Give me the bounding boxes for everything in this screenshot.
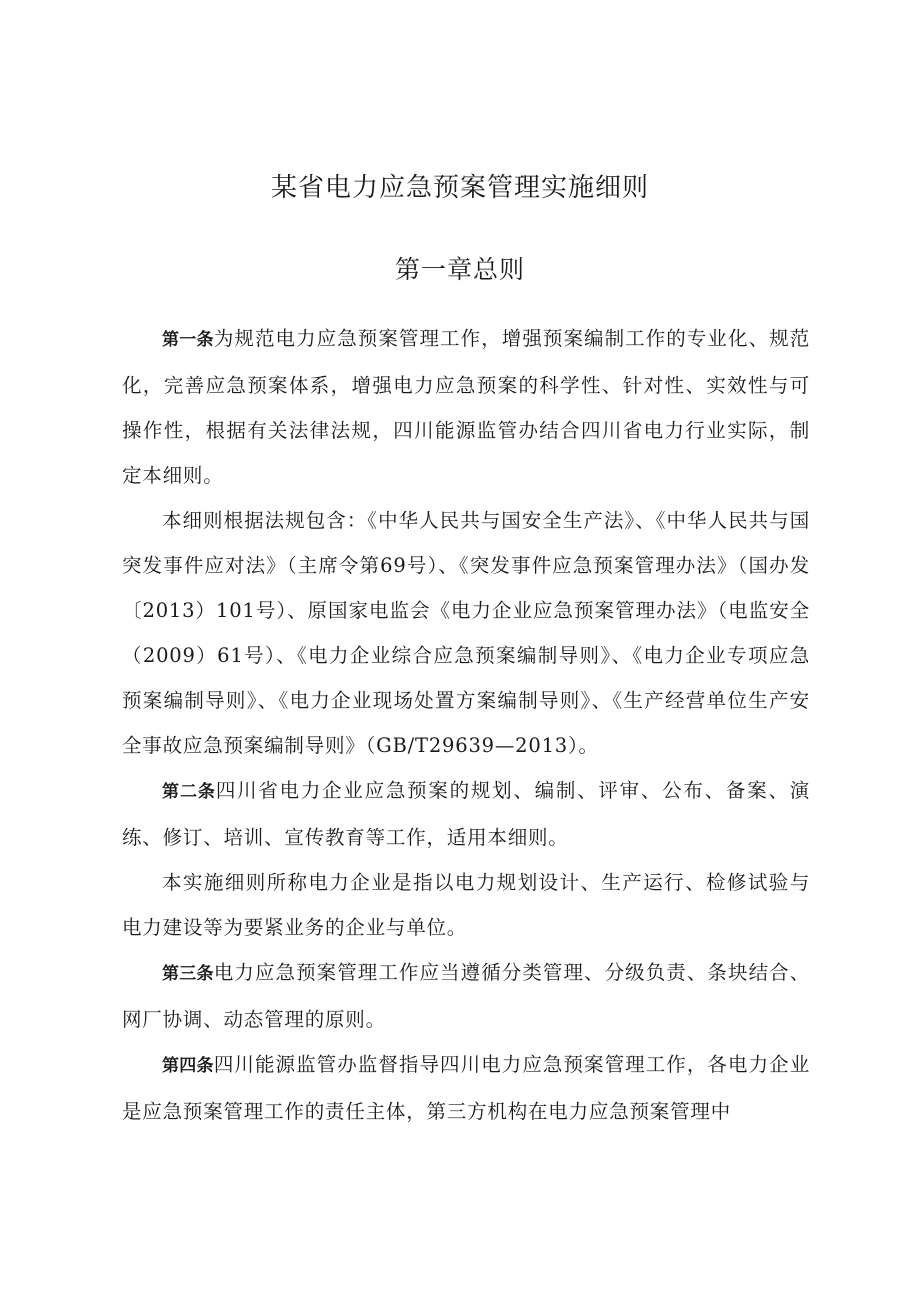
article-label: 第四条 [162,1056,214,1076]
chapter-title: 第一章总则 [394,255,525,284]
article-label: 第三条 [162,964,214,984]
paragraph-text: 四川能源监管办监督指导四川电力应急预案管理工作，各电力企业是应急预案管理工作的责任主体，第三方机构在电力应急预案管理中 [122,1053,811,1123]
document-body [122,316,810,1134]
paragraph-text: 四川省电力企业应急预案的规划、编制、评审、公布、备案、演练、修订、培训、宣传教育等工作，适用本细则。 [122,779,810,849]
paragraph-text: 本细则根据法规包含：《中华人民共与国安全生产法》、《中华人民共与国突发事件应对法》（主席令第69号）、《突发事件应急预案管理办法》（国办发〔2013）101号）、原国家电监会《电力企业应急预案管理办法》（电监安全（2009）61号）、《电力企业综合应急预案编制导则》、《电力企业专项应急预案编制导则》、《电力企业现场处置方案编制导则》、《生产经营单位生产安全事故应急预案编制导则》（GB/T29639—2013）。 [122,509,810,757]
paragraph-text: 本实施细则所称电力企业是指以电力规划设计、生产运行、检修试验与电力建设等为要紧业务的企业与单位。 [122,871,810,939]
article-3-paragraph [122,950,810,1042]
paragraph-text: 为规范电力应急预案管理工作，增强预案编制工作的专业化、规范化，完善应急预案体系，增强电力应急预案的科学性、针对性、实效性与可操作性，根据有关法律法规，四川能源监管办结合四川省电力行业实际，制定本细则。 [122,327,811,487]
article-label: 第一条 [162,330,214,350]
legal-basis-paragraph [122,498,810,768]
paragraph-text: 电力应急预案管理工作应当遵循分类管理、分级负责、条块结合、网厂协调、动态管理的原则。 [122,961,811,1031]
definition-paragraph [122,860,810,950]
article-2-paragraph [122,768,810,860]
article-1-paragraph [122,316,810,498]
article-label: 第二条 [162,782,216,802]
article-4-paragraph [122,1042,810,1134]
document-title: 某省电力应急预案管理实施细则 [270,173,649,203]
